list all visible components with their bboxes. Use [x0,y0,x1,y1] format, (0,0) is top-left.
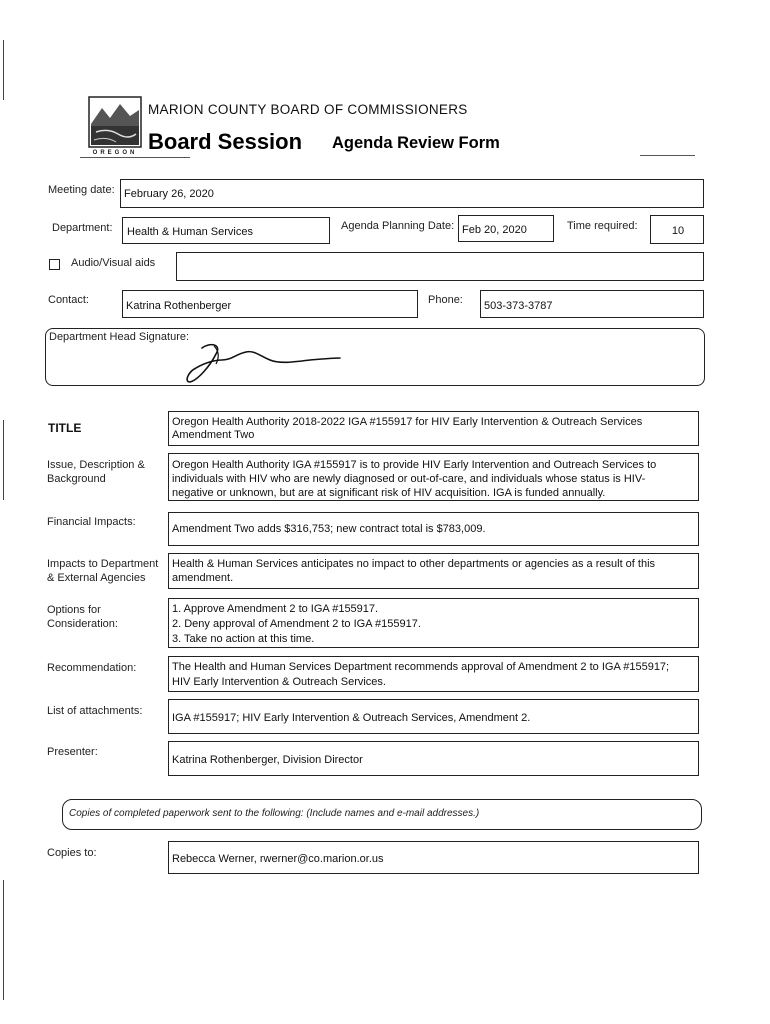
financial-impacts-label: Financial Impacts: [47,516,136,528]
attachments-value: IGA #155917; HIV Early Intervention & Outreach Services, Amendment 2. [172,712,531,724]
phone-value: 503-373-3787 [484,300,553,312]
title-line: Amendment Two [172,429,255,441]
presenter-value: Katrina Rothenberger, Division Director [172,754,363,766]
recommendation-line: The Health and Human Services Department recommends approval of Amendment 2 to IGA #155917; [172,661,670,673]
agenda-planning-date-value: Feb 20, 2020 [462,224,527,236]
presenter-field[interactable] [168,741,699,776]
impacts-line: Health & Human Services anticipates no impact to other departments or agencies as a result of this [172,558,656,570]
options-label: Options for [47,604,101,616]
meeting-date-field[interactable] [120,179,704,208]
impacts-label: Impacts to Department [47,558,159,570]
agenda-planning-date-label: Agenda Planning Date: [341,220,455,232]
scan-edge-mark [3,420,4,500]
scan-edge-mark [3,40,4,100]
issue-field[interactable] [168,453,699,501]
presenter-label: Presenter: [47,746,98,758]
recommendation-line: HIV Early Intervention & Outreach Services. [172,676,386,688]
copies-to-label: Copies to: [47,847,97,859]
impacts-field[interactable] [168,553,699,589]
contact-value: Katrina Rothenberger [126,300,232,312]
issue-line: Oregon Health Authority IGA #155917 is to provide HIV Early Intervention and Outreach Services to [172,459,657,471]
audio-visual-checkbox[interactable] [49,259,60,270]
department-label: Department: [52,222,113,234]
attachments-label: List of attachments: [47,705,143,717]
financial-impacts-field[interactable] [168,512,699,546]
org-name: MARION COUNTY BOARD OF COMMISSIONERS [148,102,468,117]
options-field[interactable] [168,598,699,648]
financial-impacts-value: Amendment Two adds $316,753; new contract total is $783,009. [172,523,486,535]
issue-line: negative or unknown, but are at significant risk of HIV acquisition. IGA is funded annually. [172,487,606,499]
scan-edge-mark [3,880,4,1000]
issue-line: individuals with HIV who are newly diagnosed or out-of-care, and individuals whose status is HIV- [172,473,646,485]
agenda-planning-date-field[interactable] [458,215,554,242]
page-title: Board Session [148,129,303,154]
department-field[interactable] [122,217,330,244]
audio-visual-label: Audio/Visual aids [71,257,156,269]
recommendation-field[interactable] [168,656,699,692]
page-subtitle: Agenda Review Form [332,134,500,152]
recommendation-label: Recommendation: [47,662,137,674]
option-item: 1. Approve Amendment 2 to IGA #155917. [172,603,379,615]
copies-note: Copies of completed paperwork sent to the following: (Include names and e-mail addresses.) [69,808,480,819]
copies-to-field[interactable] [168,841,699,874]
copies-to-value: Rebecca Werner, rwerner@co.marion.or.us [172,853,384,865]
option-item: 2. Deny approval of Amendment 2 to IGA #155917. [172,618,421,630]
time-required-value: 10 [671,225,685,237]
attachments-field[interactable] [168,699,699,734]
time-required-field[interactable] [650,215,704,244]
marion-county-logo [88,96,142,160]
logo-text: OREGON [92,150,138,156]
audio-visual-field[interactable] [176,252,704,281]
contact-field[interactable] [122,290,418,318]
options-label: Consideration: [47,618,118,630]
phone-field[interactable] [480,290,704,318]
handwritten-signature [180,338,350,391]
divider-line [640,155,695,156]
meeting-date-label: Meeting date: [48,184,115,196]
issue-label: Background [47,473,106,485]
issue-label: Issue, Description & [47,459,145,471]
option-item: 3. Take no action at this time. [172,633,315,645]
phone-label: Phone: [428,294,463,306]
meeting-date-value: February 26, 2020 [124,188,214,200]
time-required-label: Time required: [567,220,638,232]
title-line: Oregon Health Authority 2018-2022 IGA #155917 for HIV Early Intervention & Outreach Services [172,416,643,428]
impacts-line: amendment. [172,572,234,584]
impacts-label: & External Agencies [47,572,146,584]
title-field[interactable] [168,411,699,446]
contact-label: Contact: [48,294,89,306]
divider-line [80,157,190,158]
title-label: TITLE [48,421,82,435]
department-value: Health & Human Services [127,226,253,238]
signature-label: Department Head Signature: [49,331,190,343]
